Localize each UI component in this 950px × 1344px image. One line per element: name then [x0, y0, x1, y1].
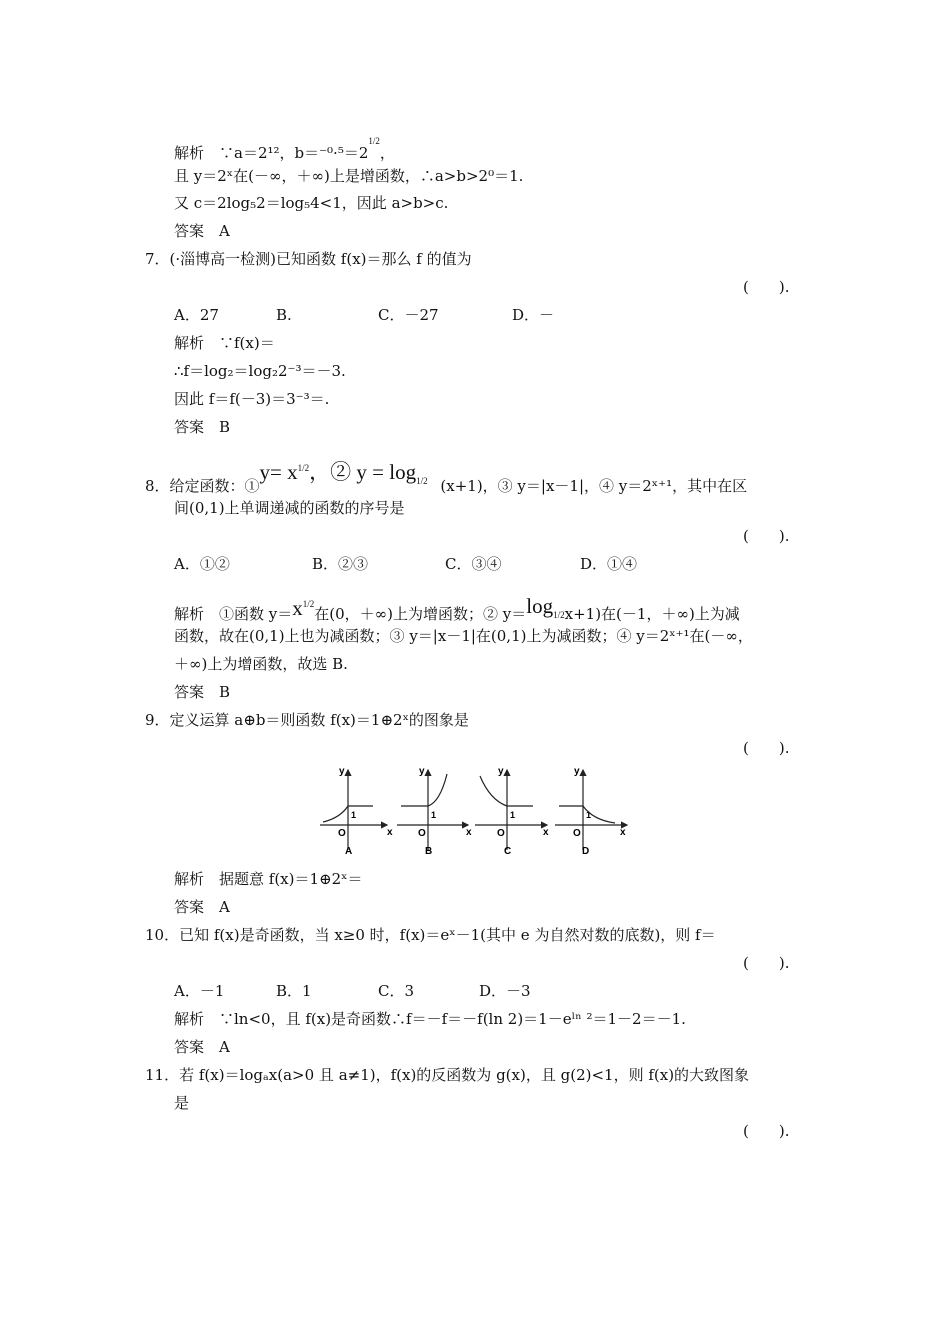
q9-graph-a-one: 1 [351, 810, 357, 820]
q6-exponent-base: 1/2 [368, 136, 380, 146]
q8-answer: 答案 B [174, 683, 231, 701]
q7-analysis-line-1: 解析 ∵f(x)＝ [174, 334, 275, 352]
q10-answer-blank: ( ). [743, 954, 790, 972]
q9-graph-c-x-label: x [543, 827, 549, 838]
q9-graph-c-origin: O [497, 828, 505, 839]
q6-answer: 答案 A [174, 222, 230, 240]
q8-stem-line-1: 8．给定函数：①y= $x^{1/2}$，② $y = \log_{1/2} (x+1)$，③ y＝|x－1|，④ y＝2ˣ⁺¹，其中在区 [145, 460, 748, 495]
q7-option-c: C．－27 [378, 306, 439, 324]
q9-graph-c-one: 1 [510, 810, 516, 820]
q9-graph-b-origin: O [418, 828, 426, 839]
q7-analysis-line-2: ∴f＝log₂＝log₂2⁻³＝－3. [174, 362, 346, 380]
q8-option-b: B．②③ [312, 555, 369, 573]
q7-option-b: B. [276, 306, 292, 324]
q7-option-d: D．－ [512, 306, 555, 324]
q9-analysis: 解析 据题意 f(x)＝1⊕2ˣ＝ [174, 870, 363, 888]
q9-graph-b-label: B [425, 846, 433, 857]
q9-graph-b-y-label: y [419, 766, 425, 777]
q9-graph-d-origin: O [573, 828, 581, 839]
q9-graph-b-x-label: x [466, 827, 472, 838]
q9-graph-a-y-label: y [339, 766, 345, 777]
q9-graph-d-label: D [582, 846, 590, 857]
q9-graph-a-x-label: x [387, 827, 393, 838]
q7-analysis-line-3: 因此 f＝f(－3)＝3⁻³＝. [174, 390, 330, 408]
q8-analysis-log: $\log_{1/2}$ [526, 594, 565, 621]
q8-formula-1: $y= x^{1/2}$，② $y = \log_{1/2}$ [259, 460, 428, 487]
q10-stem: 10．已知 f(x)是奇函数，当 x≥0 时，f(x)＝eˣ－1(其中 e 为自然对数的底数)，则 f＝ [145, 926, 716, 944]
q10-option-b: B．1 [276, 982, 312, 1000]
q11-stem-line-1: 11．若 f(x)＝logₐx(a>0 且 a≠1)，f(x)的反函数为 g(x)，且 g(2)<1，则 f(x)的大致图象 [145, 1066, 750, 1084]
q9-answer: 答案 A [174, 898, 230, 916]
q8-option-a: A．①② [174, 555, 230, 573]
q9-graph-c-label: C [504, 846, 512, 857]
q10-option-a: A．－1 [174, 982, 225, 1000]
q8-analysis-power: $x^{1/2}$ [292, 596, 315, 620]
q6-analysis-line-1: 解析 ∵a＝2¹²，$b=^{-0}\cdot^5=2^{1/2}$， [174, 136, 395, 162]
q8-answer-blank: ( ). [743, 527, 790, 545]
q9-graph-c-y-label: y [498, 766, 504, 777]
q9-stem: 9．定义运算 a⊕b＝则函数 f(x)＝1⊕2ˣ的图象是 [145, 711, 469, 729]
q9-answer-blank: ( ). [743, 739, 790, 757]
q10-answer: 答案 A [174, 1038, 230, 1056]
q9-graph-d [555, 766, 627, 857]
q9-graph-d-x-label: x [620, 827, 626, 838]
q7-answer-blank: ( ). [743, 278, 790, 296]
q7-option-a: A．27 [174, 306, 219, 324]
q9-graph-d-y-label: y [574, 766, 580, 777]
q9-graph-a [320, 766, 393, 857]
q9-graph-d-one: 1 [586, 810, 592, 820]
q8-stem-line-2: 间(0,1)上单调递减的函数的序号是 [174, 499, 405, 517]
q6-analysis-line-2: 且 y＝2ˣ在(－∞，＋∞)上是增函数，∴a>b>2⁰＝1. [174, 167, 524, 185]
q10-option-c: C．3 [378, 982, 415, 1000]
q8-analysis-line-1: 解析 ①函数 $y=x^{1/2}$在(0，＋∞)上为增函数；② $y=\log_{1/2}x+1$)在(－1，＋∞)上为减 [174, 594, 740, 623]
q9-graph-figure [315, 762, 635, 862]
q7-stem: 7．(·淄博高一检测)已知函数 f(x)＝那么 f 的值为 [145, 250, 472, 268]
q9-graph-c [475, 766, 549, 857]
q9-graph-a-origin: O [338, 828, 346, 839]
q9-graph-b [397, 766, 472, 857]
q10-option-d: D．－3 [479, 982, 531, 1000]
q9-graph-b-one: 1 [431, 810, 437, 820]
q11-answer-blank: ( ). [743, 1122, 790, 1140]
q11-stem-line-2: 是 [174, 1094, 190, 1112]
q8-analysis-line-3: ＋∞)上为增函数，故选 B. [174, 655, 348, 673]
q8-option-c: C．③④ [445, 555, 502, 573]
q6-analysis-line-3: 又 c＝2log₅2＝log₅4<1，因此 a>b>c. [174, 194, 449, 212]
q7-answer: 答案 B [174, 418, 231, 436]
q10-analysis: 解析 ∵ln<0，且 f(x)是奇函数∴f＝－f＝－f(ln 2)＝1－eˡⁿ ²＝1－2＝－1. [174, 1010, 686, 1028]
q9-graph-a-label: A [345, 846, 353, 857]
q8-option-d: D．①④ [580, 555, 638, 573]
q8-analysis-line-2: 函数，故在(0,1)上也为减函数；③ y＝|x－1|在(0,1)上为减函数；④ y＝2ˣ⁺¹在(－∞， [174, 627, 753, 645]
